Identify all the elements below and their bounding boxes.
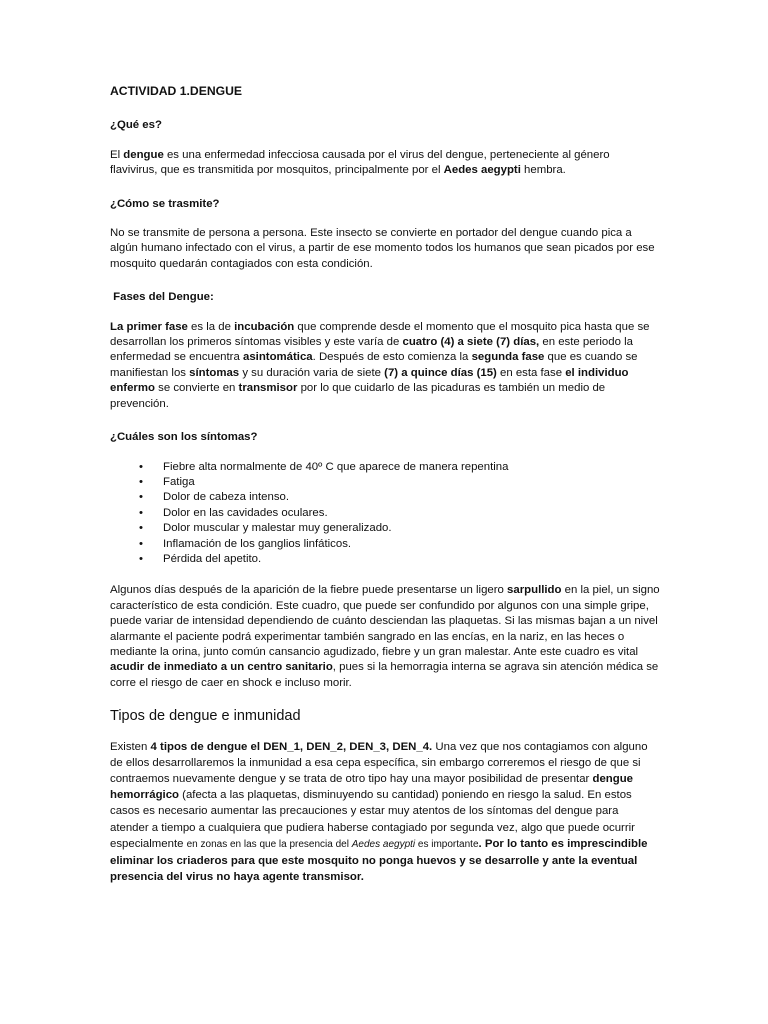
text-run: (afecta a las plaquetas, disminuyendo su cantidad) poniendo en riesgo la salud. En estos casos es necesario aumentar las precauciones y estar muy atentos de los síntomas del dengue para atender a tiempo a cualquiera que pudiera haberse contagiado por segunda vez, algo que puede ocurrir especialmente <box>110 789 635 850</box>
list-item <box>110 537 660 552</box>
bold-text: La primer fase <box>110 320 188 333</box>
symptom-text: Fiebre alta normalmente de 40º C que aparece de manera repentina <box>163 460 509 473</box>
bold-text: el individuo enfermo <box>110 366 629 395</box>
document-title: ACTIVIDAD 1.DENGUE <box>110 84 243 98</box>
bold-text: acudir de inmediato a un centro sanitario <box>110 661 333 674</box>
symptom-text: Dolor muscular y malestar muy generalizado. <box>163 522 392 535</box>
text-run: que es cuando se manifiestan los <box>110 351 638 379</box>
question-transmission: ¿Cómo se trasmite? <box>110 197 220 210</box>
question-what-is: ¿Qué es? <box>110 119 162 132</box>
text-run: . Después de esto comienza la <box>312 351 472 364</box>
text-run: en este periodo la enfermedad se encuentra <box>110 336 633 364</box>
text-run: es importante <box>415 838 479 850</box>
bullet-icon: • <box>139 537 143 550</box>
bold-text: dengue hemorrágico <box>110 773 634 802</box>
bullet-icon: • <box>139 475 143 488</box>
list-item <box>110 475 660 490</box>
italic-text: Aedes aegypti <box>351 838 416 850</box>
text-run: Existen <box>110 740 151 753</box>
bullet-icon: • <box>139 491 143 504</box>
bold-text: segunda fase <box>471 351 545 364</box>
bullet-icon: • <box>139 506 143 519</box>
paragraph-transmission <box>110 226 660 272</box>
paragraph-types-immunity <box>110 739 660 886</box>
bold-text: 4 tipos de dengue el DEN_1, DEN_2, DEN_3, DEN_4. <box>150 740 433 753</box>
bold-text: transmisor <box>238 382 298 395</box>
text-run: Una vez que nos contagiamos con alguno de ellos desarrollaremos la inmunidad a esa cepa específica, sin embargo correremos el riesgo de que si contraemos nuevamente dengue y se trata de otro tipo hay una mayor posibilidad de presentar <box>110 740 648 785</box>
list-item <box>110 460 660 475</box>
text-run: en zonas en las que la presencia del <box>186 838 352 850</box>
bold-text: . Por lo tanto es imprescindible eliminar los criaderos para que este mosquito no ponga huevos y se desarrolle y ante la eventual presencia del virus no haya agente transmisor. <box>110 837 648 884</box>
bold-text: síntomas <box>189 366 240 379</box>
text-run: en esta fase <box>496 366 566 379</box>
bullet-icon: • <box>139 522 143 535</box>
bold-text: incubación <box>234 320 295 333</box>
text-run: El <box>110 148 124 161</box>
document-body <box>110 84 660 903</box>
text-run: por lo que cuidarlo de las picaduras es también un medio de prevención. <box>110 382 606 410</box>
bold-text: sarpullido <box>507 584 562 597</box>
heading-phases: Fases del Dengue: <box>110 291 214 304</box>
section-heading-types: Tipos de dengue e inmunidad <box>110 708 301 725</box>
text-run: que comprende desde el momento que el mosquito pica hasta que se desarrollan los primeros síntomas visibles y este varía de <box>110 320 650 349</box>
symptom-list <box>110 460 660 568</box>
text-run: se convierte en <box>154 382 239 395</box>
symptom-text: Inflamación de los ganglios linfáticos. <box>163 537 352 550</box>
symptom-text: Fatiga <box>163 475 195 488</box>
paragraph-complications <box>110 583 660 691</box>
list-item <box>110 506 660 521</box>
paragraph-definition <box>110 148 660 179</box>
text-run: es la de <box>187 320 235 333</box>
bold-text: dengue <box>123 148 164 161</box>
symptom-text: Dolor de cabeza intenso. <box>163 491 290 504</box>
text-run: hembra. <box>520 164 566 177</box>
text-run: , pues si la hemorragia interna se agrava sin atención médica se corre el riesgo de caer en shock e incluso morir. <box>110 661 659 689</box>
bold-text: cuatro (4) a siete (7) días, <box>402 336 540 349</box>
list-item <box>110 521 660 536</box>
text-run: es una enfermedad infecciosa causada por el virus del dengue, perteneciente al género flavivirus, que es transmitida por mosquitos, principalmente por el <box>110 148 610 177</box>
text-run: en la piel, un signo característico de esta condición. Este cuadro, que puede ser confundido por algunos con una simple gripe, puede variar de intensidad dependiendo de cuánto desciendan las plaquetas. Si las mismas bajan a un nivel alarmante el paciente podrá experimentar también sangrado en las encías, en la nariz, en las heces o mediante la orina, junto común cansancio agudizado, fiebre y un gran malestar. Ante este cuadro es vital <box>110 584 660 658</box>
symptom-text: Dolor en las cavidades oculares. <box>163 506 328 519</box>
bold-text: asintomática <box>242 351 313 364</box>
list-item <box>110 552 660 567</box>
list-item <box>110 490 660 505</box>
text-run: No se transmite de persona a persona. Este insecto se convierte en portador del dengue cuando pica a algún humano infectado con el virus, a partir de ese momento todos los humanos que sean picados por ese mosquito quedarán contagiados con esta condición. <box>110 227 655 270</box>
text-run: Algunos días después de la aparición de la fiebre puede presentarse un ligero <box>110 584 508 597</box>
text-run: y su duración varia de siete <box>239 366 385 379</box>
bullet-icon: • <box>139 460 143 473</box>
question-symptoms: ¿Cuáles son los síntomas? <box>110 431 258 444</box>
bullet-icon: • <box>139 552 143 565</box>
paragraph-phases <box>110 320 660 412</box>
symptom-text: Pérdida del apetito. <box>163 552 262 565</box>
bold-text: Aedes aegypti <box>443 164 521 177</box>
bold-text: (7) a quince días (15) <box>384 366 497 379</box>
